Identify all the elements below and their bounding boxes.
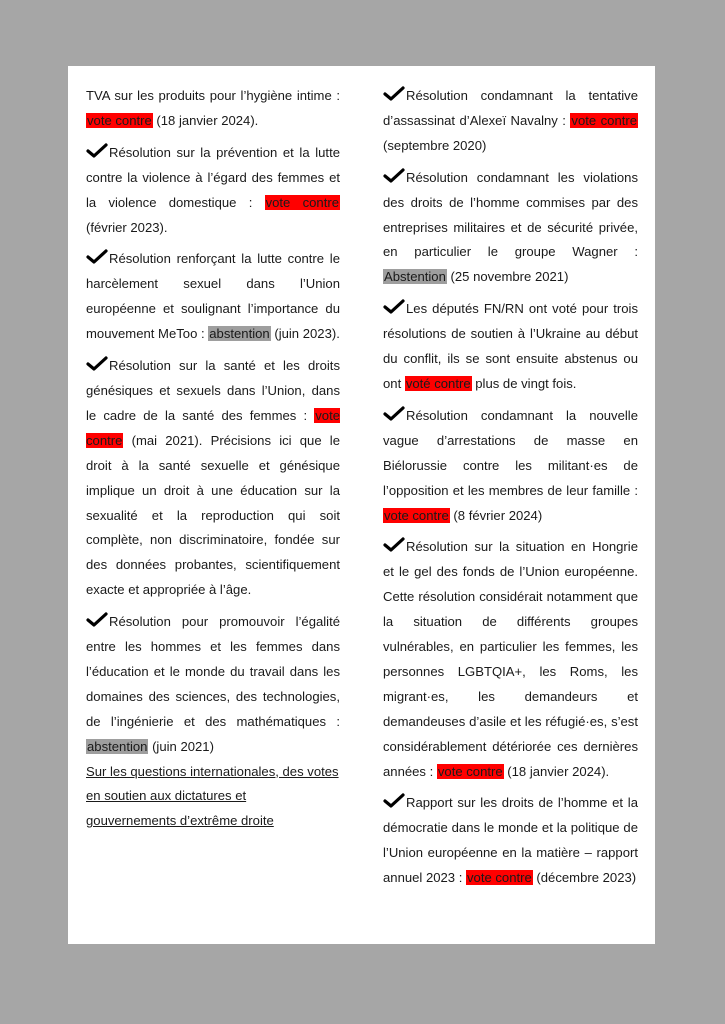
left-column	[86, 84, 340, 834]
checkmark-icon	[86, 249, 108, 264]
vote-highlight: abstention	[87, 738, 148, 754]
entry-text: Résolution condamnant la tentative d’assassinat d’Alexeï Navalny :	[383, 88, 638, 128]
entry-date: (25 novembre 2021)	[446, 269, 569, 285]
checkmark-icon	[86, 612, 108, 627]
entry-text: Résolution condamnant la nouvelle vague d’arrestations de masse en Biélorussie contre les militant·es de l’opposition et les membres de leur famille :	[383, 407, 638, 498]
entry-tva-hygiene	[86, 84, 340, 134]
entry-droits-homme-rapport	[383, 791, 638, 891]
entry-text: Résolution sur la prévention et la lutte contre la violence à l’égard des femmes et la violence domestique :	[86, 144, 340, 210]
checkmark-icon	[383, 86, 405, 101]
entry-text: Résolution condamnant les violations des droits de l’homme commises par des entreprises militaires et de sécurité privée, en particulier le groupe Wagner :	[383, 169, 638, 260]
entry-sante-sexuelle	[86, 354, 340, 603]
entry-text: Les députés FN/RN ont voté pour trois résolutions de soutien à l’Ukraine au début du conflit, ils se sont ensuite abstenus ou ont	[383, 301, 638, 391]
entry-bielorussie	[383, 404, 638, 529]
entry-text: TVA sur les produits pour l’hygiène intime :	[86, 88, 340, 103]
entry-ukraine	[383, 297, 638, 397]
entry-text: Résolution sur la santé et les droits génésiques et sexuels dans l’Union, dans le cadre de la santé des femmes :	[86, 358, 340, 423]
checkmark-icon	[383, 537, 405, 552]
checkmark-icon	[86, 356, 108, 371]
checkmark-icon	[383, 793, 405, 808]
entry-date: (mai 2021). Précisions ici que le droit à la santé sexuelle et génésique implique un droit à une éducation sur la sexualité et la reproduction qui soit complète, non discriminatoire, fondée sur des données probantes, scientifiquement exacte et appropriée à l’âge.	[86, 432, 340, 598]
vote-highlight: abstention	[209, 326, 270, 342]
entry-date: (juin 2021)	[148, 738, 214, 754]
vote-highlight: voté contre	[405, 375, 471, 391]
entry-date: plus de vingt fois.	[471, 375, 577, 391]
entry-violence-femmes	[86, 141, 340, 241]
entry-text: Résolution pour promouvoir l’égalité entre les hommes et les femmes dans l’éducation et le monde du travail dans les domaines des sciences, des technologies, de l’ingénierie et des mathématiques :	[86, 614, 340, 729]
entry-date: (juin 2023).	[270, 326, 340, 342]
vote-highlight: vote contre	[437, 763, 503, 779]
entry-date: (décembre 2023)	[532, 870, 637, 886]
vote-highlight: vote contre	[384, 507, 449, 523]
vote-highlight: vote contre	[467, 870, 532, 886]
vote-highlight: vote contre	[87, 112, 152, 128]
entry-hongrie	[383, 535, 638, 784]
checkmark-icon	[383, 406, 405, 421]
vote-highlight: vote contre	[86, 407, 340, 448]
entry-egalite-stem	[86, 610, 340, 759]
entry-date: (18 janvier 2024).	[152, 112, 259, 128]
right-column	[383, 84, 638, 898]
entry-harcelement-metoo	[86, 247, 340, 347]
checkmark-icon	[86, 143, 108, 158]
entry-text: Résolution renforçant la lutte contre le harcèlement sexuel dans l’Union européenne et soulignant l’importance du mouvement MeToo :	[86, 251, 340, 342]
checkmark-icon	[383, 299, 405, 314]
section-heading-international: Sur les questions internationales, des votes en soutien aux dictatures et gouvernements d’extrême droite	[86, 763, 339, 829]
entry-navalny	[383, 84, 638, 159]
entry-text: Résolution sur la situation en Hongrie et le gel des fonds de l’Union européenne. Cette résolution considérait notamment que la situation de différents groupes vulnérables, en particulier les femmes, les personnes LGBTQIA+, les Roms, les migrant·es, les demandeurs et demandeuses d’asile et les réfugié·es, s’est considérablement détériorée ces dernières années :	[383, 539, 638, 779]
vote-highlight: Abstention	[384, 269, 446, 285]
entry-date: (février 2023).	[86, 219, 168, 235]
entry-date: (8 février 2024)	[449, 507, 543, 523]
checkmark-icon	[383, 168, 405, 183]
entry-date: (18 janvier 2024).	[503, 763, 610, 779]
entry-date: (septembre 2020)	[383, 137, 487, 153]
document-page	[68, 66, 655, 944]
entry-wagner	[383, 166, 638, 291]
vote-highlight: vote contre	[571, 112, 638, 128]
entry-text: Rapport sur les droits de l’homme et la démocratie dans le monde et la politique de l’Union européenne en la matière – rapport annuel 2023 :	[383, 795, 638, 886]
vote-highlight: vote contre	[265, 194, 339, 210]
